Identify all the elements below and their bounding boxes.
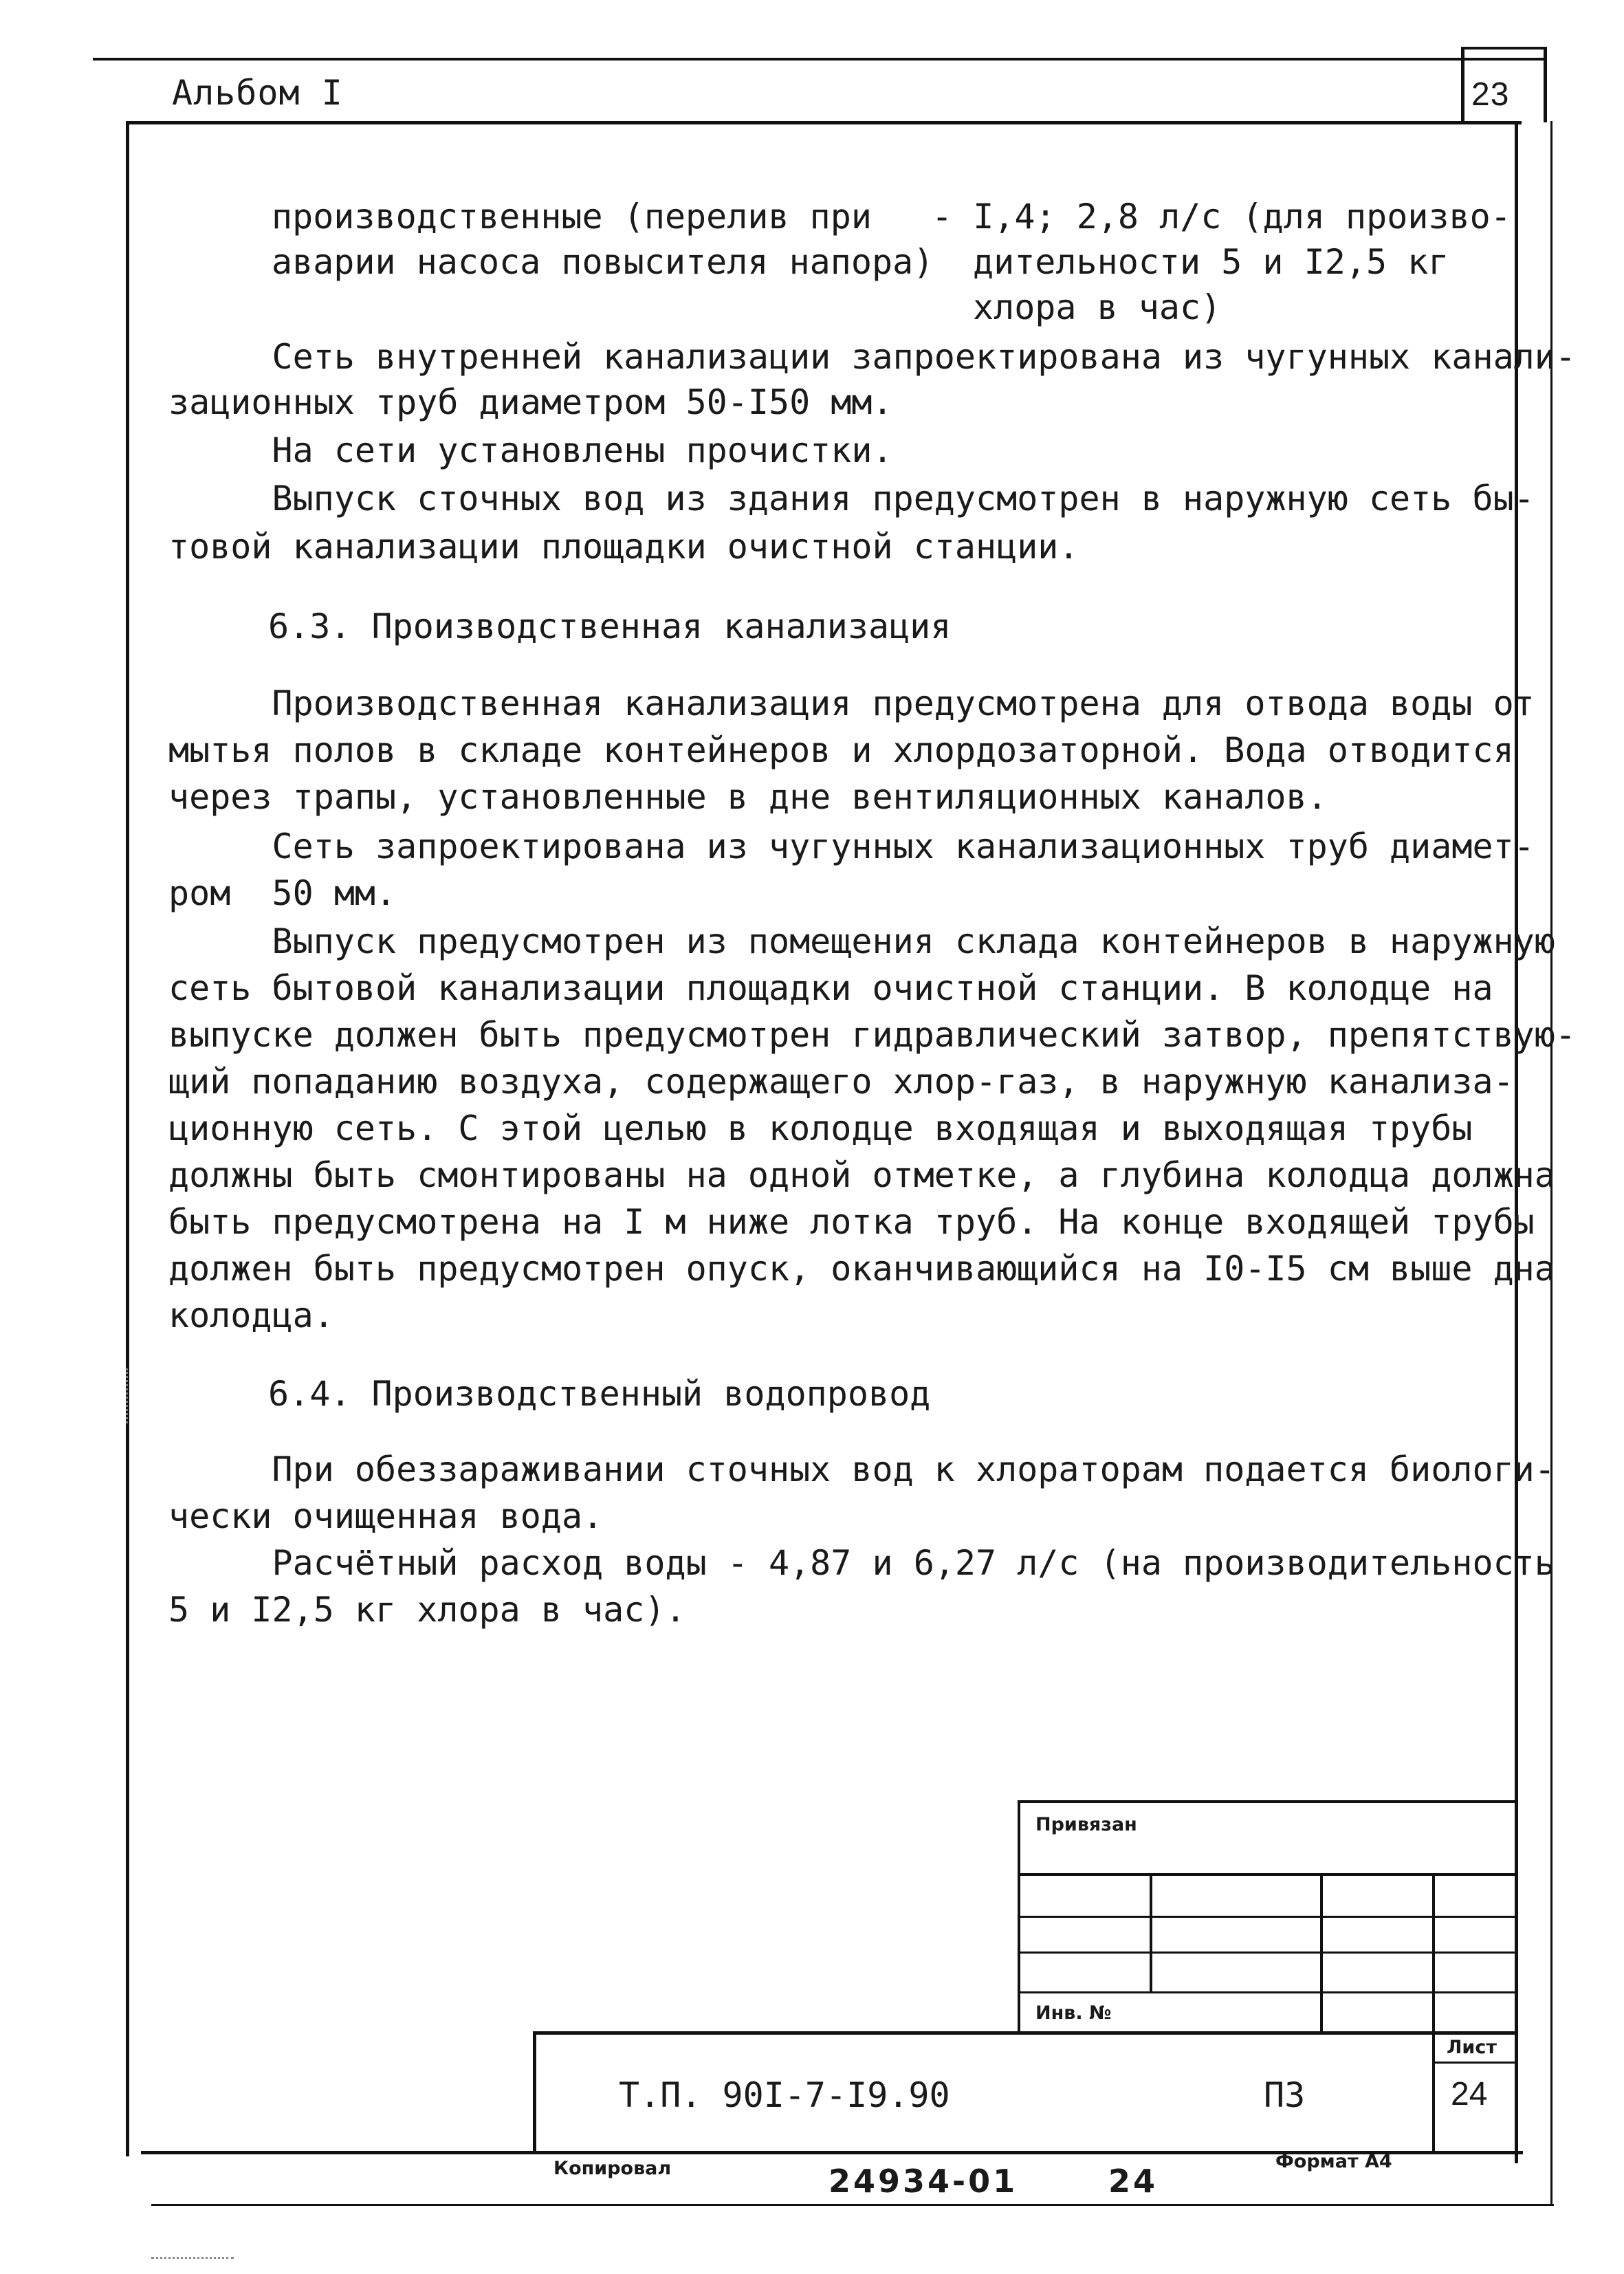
text-line: быть предусмотрена на I м ниже лотка труб. На конце входящей трубы bbox=[168, 1202, 1535, 1242]
order-sheet: 24 bbox=[1108, 2163, 1159, 2200]
text-line: колодца. bbox=[168, 1295, 334, 1335]
text-line: сеть бытовой канализации площадки очистной станции. В колодце на bbox=[168, 968, 1493, 1008]
bottom-rule-outer bbox=[151, 2204, 1554, 2206]
frame-right bbox=[1515, 121, 1518, 2163]
text-line: Выпуск предусмотрен из помещения склада контейнеров в наружную bbox=[168, 921, 1555, 961]
document-type: ПЗ bbox=[1264, 2075, 1306, 2115]
document-code: Т.П. 90I-7-I9.90 bbox=[619, 2075, 950, 2115]
copied-by-label: Копировал bbox=[553, 2158, 672, 2179]
continuation-right-2: дительности 5 и I2,5 кг bbox=[973, 242, 1449, 282]
format-label: Формат А4 bbox=[1275, 2151, 1392, 2172]
text-line: ром 50 мм. bbox=[168, 873, 397, 913]
text-line: через трапы, установленные в дне вентиляционных каналов. bbox=[168, 777, 1328, 817]
page-number: 23 bbox=[1471, 76, 1510, 113]
text-line: При обеззараживании сточных вод к хлораторам подается биологи- bbox=[168, 1450, 1555, 1489]
text-line: выпуске должен быть предусмотрен гидравлический затвор, препятствую- bbox=[168, 1015, 1576, 1055]
text-line: Сеть внутренней канализации запроектирована из чугунных канали- bbox=[168, 337, 1576, 377]
text-line: Сеть запроектирована из чугунных канализационных труб диамет- bbox=[168, 827, 1535, 866]
inv-number-label: Инв. № bbox=[1035, 2002, 1112, 2024]
order-number: 24934-01 bbox=[829, 2163, 1018, 2200]
sheet-number: 24 bbox=[1451, 2076, 1488, 2112]
text-line: зационных труб диаметром 50-I50 мм. bbox=[168, 382, 893, 422]
privyazan-label: Привязан bbox=[1035, 1814, 1137, 1835]
page-box-left bbox=[1461, 47, 1464, 122]
top-rule bbox=[93, 58, 1547, 61]
text-line: На сети установлены прочистки. bbox=[168, 430, 893, 470]
text-line: Производственная канализация предусмотрена для отвода воды от bbox=[168, 684, 1535, 723]
page-box-right bbox=[1544, 47, 1547, 122]
continuation-right-3: хлора в час) bbox=[973, 287, 1222, 327]
text-line: должны быть смонтированы на одной отметке, а глубина колодца должна bbox=[168, 1155, 1555, 1195]
continuation-right-1: - I,4; 2,8 л/с (для произво- bbox=[932, 197, 1511, 237]
text-line: ционную сеть. С этой целью в колодце входящая и выходящая трубы bbox=[168, 1108, 1473, 1148]
text-line: товой канализации площадки очистной станции. bbox=[168, 527, 1079, 567]
section-heading-6-3: 6.3. Производственная канализация bbox=[268, 606, 952, 646]
text-line: 5 и I2,5 кг хлора в час). bbox=[168, 1590, 686, 1630]
frame-left bbox=[126, 121, 129, 2156]
text-line: Расчётный расход воды - 4,87 и 6,27 л/с (на производительность bbox=[168, 1543, 1555, 1583]
text-line: должен быть предусмотрен опуск, оканчивающийся на I0-I5 см выше дна bbox=[168, 1249, 1555, 1289]
continuation-left-1: производственные (перелив при bbox=[272, 197, 872, 237]
text-line: чески очищенная вода. bbox=[168, 1496, 604, 1536]
continuation-left-2: аварии насоса повысителя напора) bbox=[272, 242, 934, 282]
page-box-top bbox=[1461, 47, 1547, 50]
album-title: Альбом I bbox=[172, 73, 343, 113]
text-line: мытья полов в складе контейнеров и хлордозаторной. Вода отводится bbox=[168, 730, 1514, 770]
text-line: щий попаданию воздуха, содержащего хлор-газ, в наружную канализа- bbox=[168, 1062, 1514, 1102]
frame-top bbox=[126, 121, 1522, 124]
section-heading-6-4: 6.4. Производственный водопровод bbox=[268, 1374, 931, 1414]
sheet-label: Лист bbox=[1447, 2037, 1497, 2058]
text-line: Выпуск сточных вод из здания предусмотрен в наружную сеть бы- bbox=[168, 479, 1535, 518]
